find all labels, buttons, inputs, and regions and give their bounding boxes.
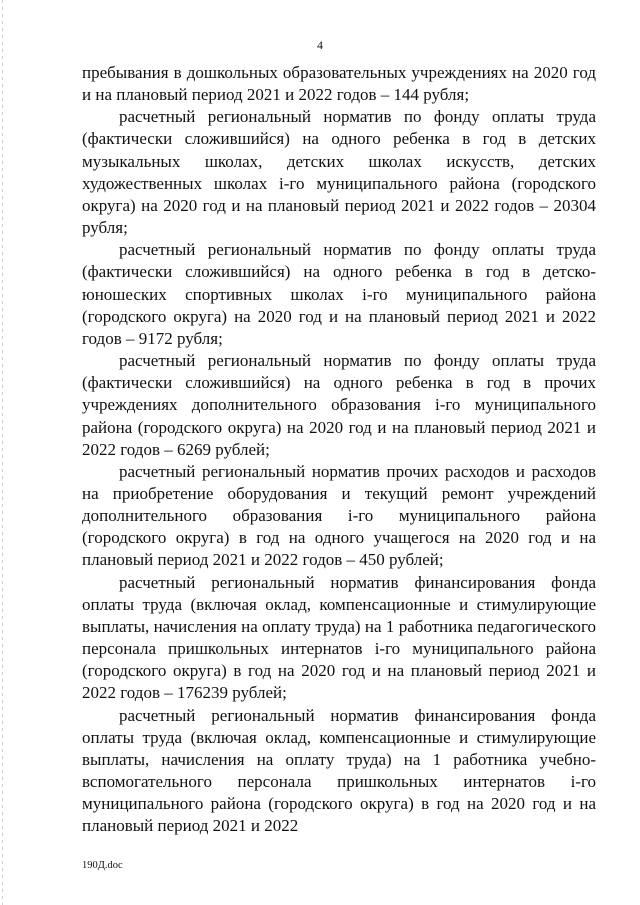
paragraph-other-institutions: расчетный региональный норматив по фонду оплаты труда (фактически сложившийся) на одного ребенка в год в прочих учреждениях дополнительного образования i-го муниципального района (городского округа) на 2020 год и на плановый период 2021 и 2022 годов – 6269 рублей; [82, 351, 596, 459]
paragraph-sports-schools: расчетный региональный норматив по фонду оплаты труда (фактически сложившийся) на одного ребенка в год в детско-юношеских спортивных школах i-го муниципального района (городского округа) на 2020 год и на плановый период 2021 и 2022 годов – 9172 рубля; [82, 240, 596, 348]
paragraph-continuation: пребывания в дошкольных образовательных учреждениях на 2020 год и на плановый период 2021 и 2022 годов – 144 рубля; [82, 63, 596, 105]
page-number: 4 [317, 38, 323, 52]
paragraph-support-staff: расчетный региональный норматив финансирования фонда оплаты труда (включая оклад, компенсационные и стимулирующие выплаты, начисления на оплату труда) на 1 работника учебно-вспомогательного персонала пришкольных интернатов i-го муниципального района (городского округа) в год на 2020 год и на плановый период 2021 и 2022 [82, 705, 596, 836]
paragraph-pedagogical-staff: расчетный региональный норматив финансирования фонда оплаты труда (включая оклад, компенсационные и стимулирующие выплаты, начисления на оплату труда) на 1 работника педагогического персонала пришкольных интернатов i-го муниципального района (городского округа) в год на 2020 год и на плановый период 2021 и 2022 годов – 176239 рублей; [82, 572, 596, 703]
scan-edge [2, 0, 3, 905]
paragraph-other-expenses: расчетный региональный норматив прочих расходов и расходов на приобретение оборудования и текущий ремонт учреждений дополнительного образования i-го муниципального района (городского округа) в год на одного учащегося на 2020 год и на плановый период 2021 и 2022 годов – 450 рублей; [82, 461, 596, 570]
file-name-footer: 190Д.doc [82, 860, 123, 871]
paragraph-music-schools: расчетный региональный норматив по фонду оплаты труда (фактически сложившийся) на одного ребенка в год в детских музыкальных школах, детских школах искусств, детских художественных школах i-го муниципального района (городского округа) на 2020 год и на плановый период 2021 и 2022 годов – 20304 рубля; [82, 107, 596, 238]
document-body [82, 62, 596, 837]
